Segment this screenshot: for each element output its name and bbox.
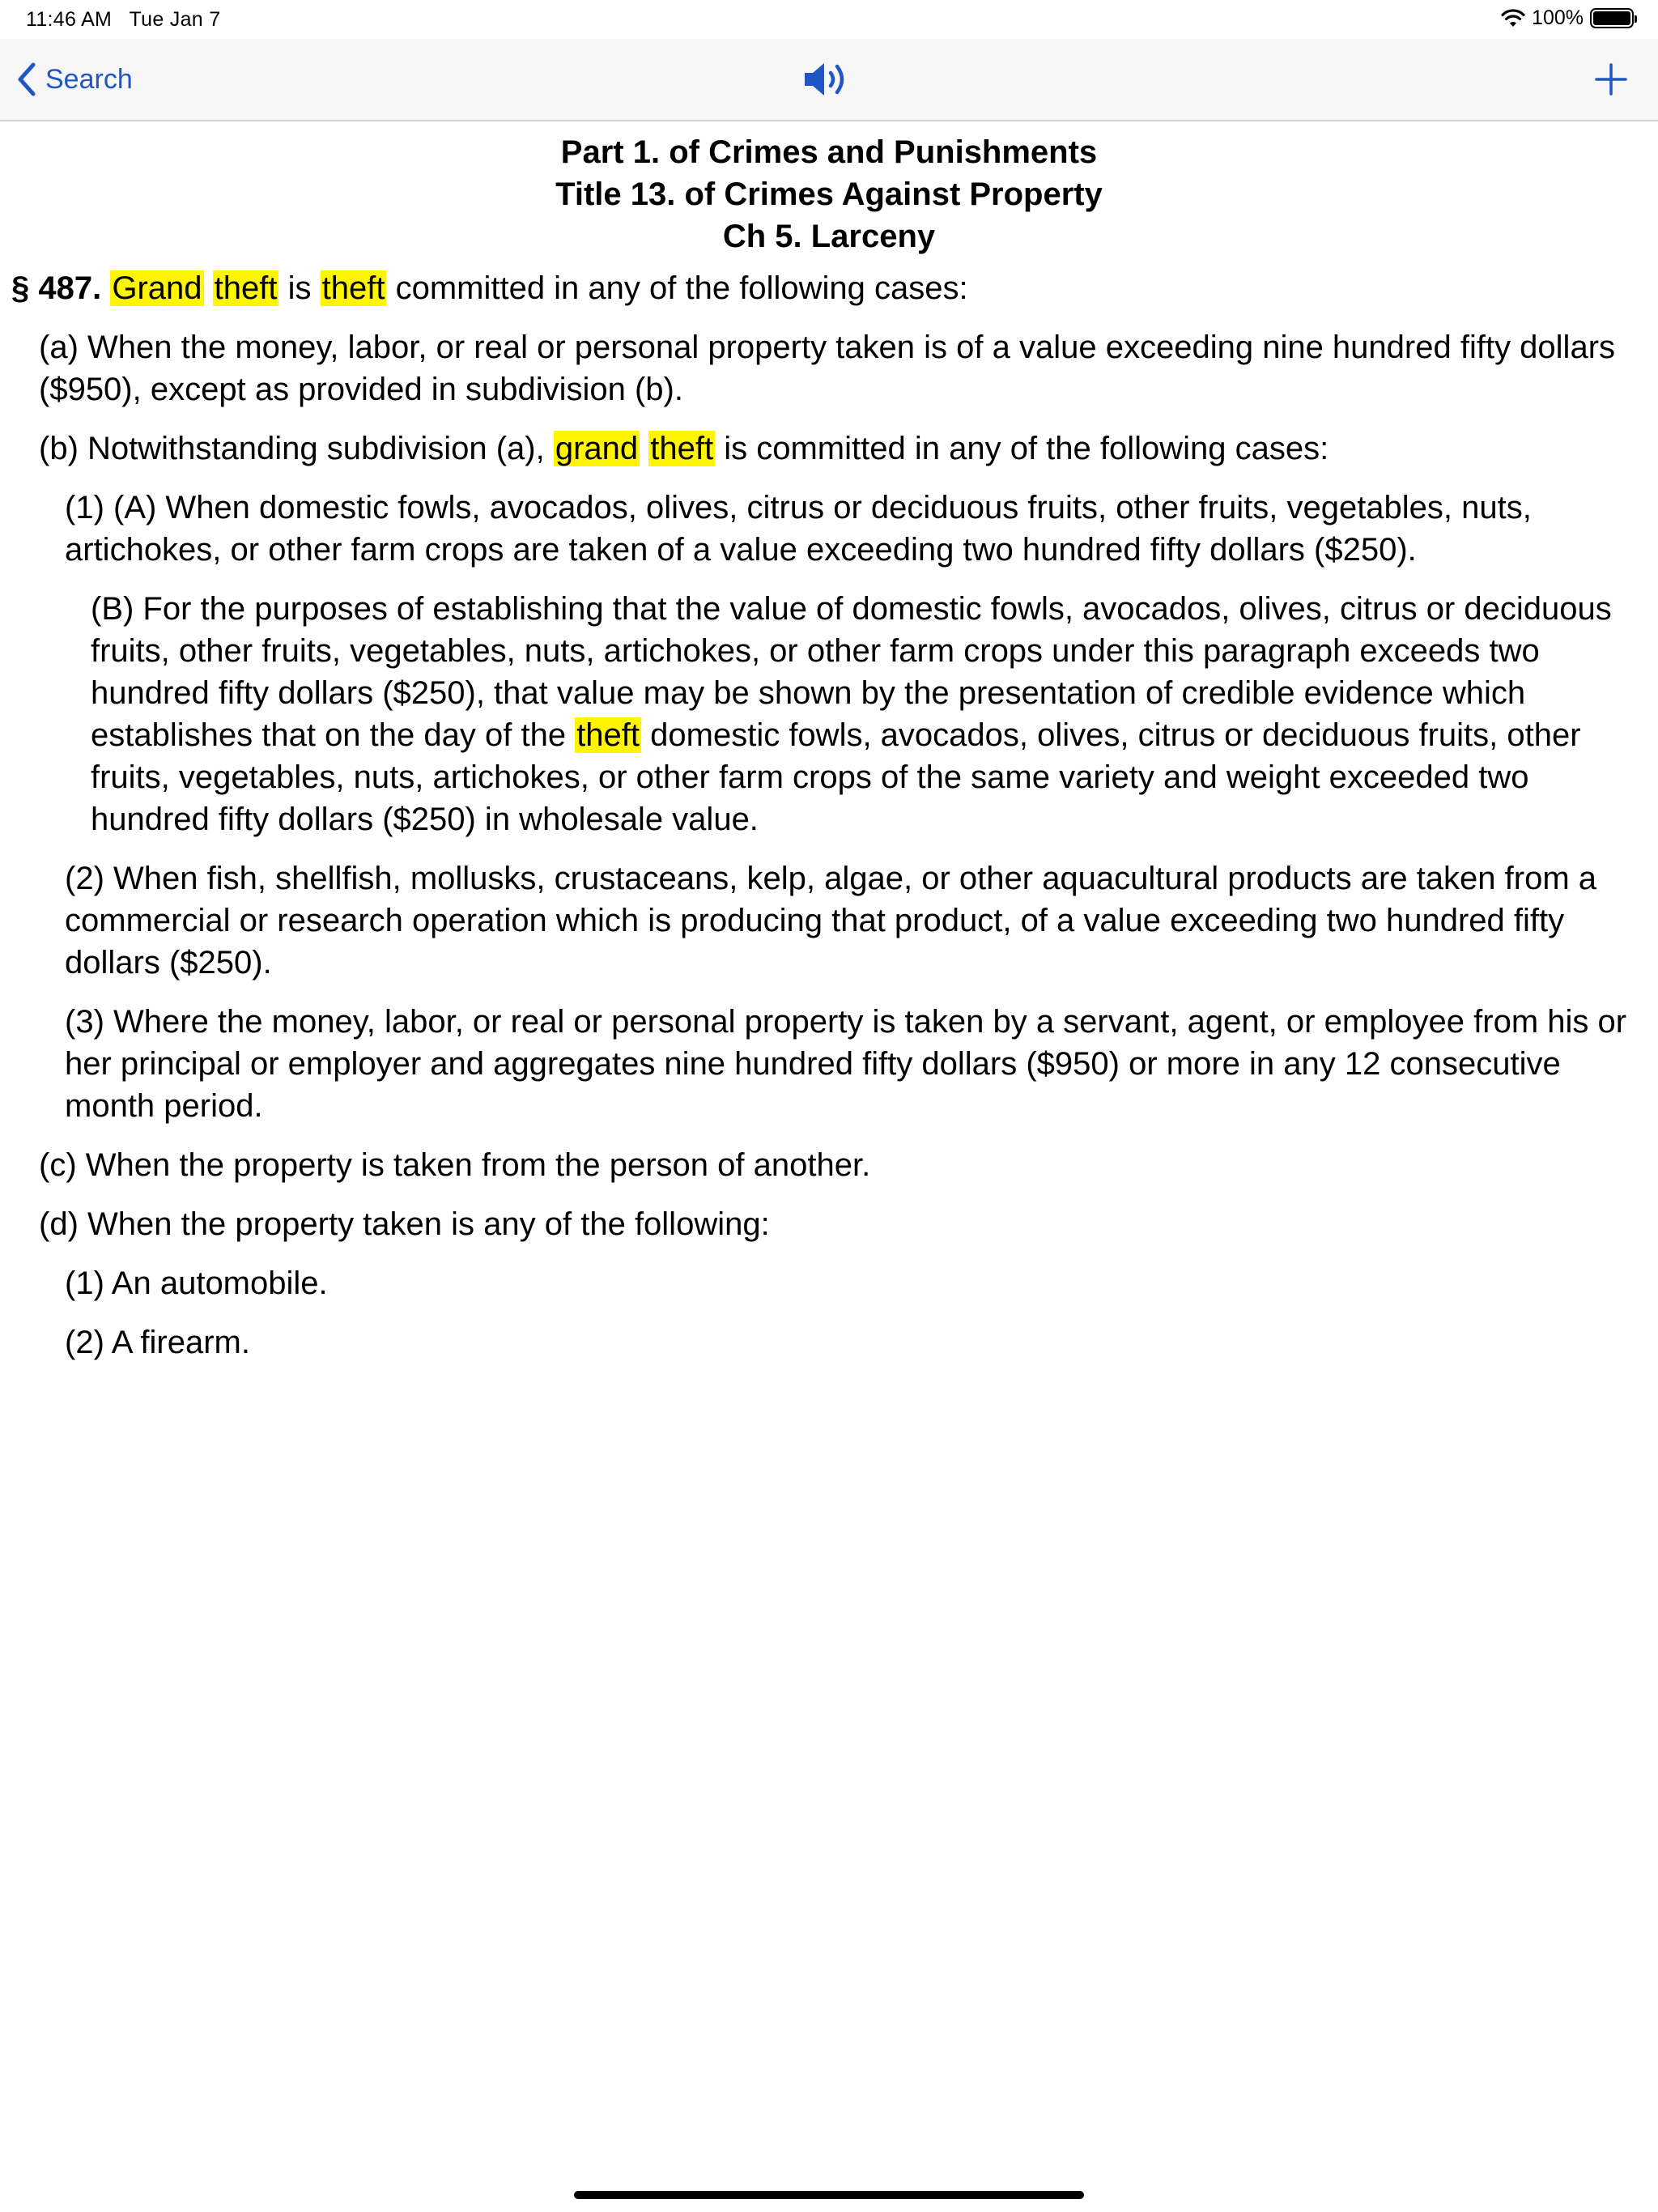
subdivision-a: (a) When the money, labor, or real or personal property taken is of a value exceeding nine hundred fifty dollars ($950), except as provided in subdivision (b). (39, 330, 1616, 407)
paragraph-text: domestic fowls, avocados, olives, citrus or deciduous fruits, other fruits, vegetables, nuts, artichokes, or other farm crops of the same variety and weight exceeded two hundred fifty dollars ($250) in wholesale value. (91, 717, 1581, 837)
paragraph-d1: (1) An automobile. (65, 1266, 328, 1301)
section-text: committed in any of the following cases: (386, 270, 968, 306)
plus-icon (1587, 55, 1635, 104)
statute-content (0, 131, 1658, 1363)
paragraph-b1A: (1) (A) When domestic fowls, avocados, olives, citrus or deciduous fruits, other fruits, vegetables, nuts, artichokes, or other farm crops are taken of a value exceeding two hundred fifty dollars ($250). (65, 490, 1532, 568)
status-bar (0, 0, 1658, 39)
navigation-bar (0, 39, 1658, 121)
paragraph-b2: (2) When fish, shellfish, mollusks, crustaceans, kelp, algae, or other aquacultural products are taken from a commercial or research operation which is producing that product, of a value exceeding two hundred fifty dollars ($250). (65, 861, 1597, 981)
search-highlight: theft (650, 431, 714, 466)
back-label: Search (45, 63, 133, 95)
read-aloud-button[interactable] (801, 57, 853, 102)
date-text: Tue Jan 7 (129, 8, 221, 31)
back-button[interactable] (16, 55, 133, 104)
part-heading: Part 1. of Crimes and Punishments (560, 134, 1098, 170)
search-highlight: theft (214, 270, 278, 306)
paragraph-text: (b) Notwithstanding subdivision (a), (39, 431, 554, 466)
title-heading: Title 13. of Crimes Against Property (555, 177, 1103, 212)
status-time (26, 8, 220, 32)
section-heading (11, 267, 1658, 309)
add-button[interactable] (1587, 55, 1635, 104)
time-text: 11:46 AM (26, 8, 113, 31)
search-highlight: grand (555, 431, 639, 466)
home-indicator[interactable] (574, 2191, 1084, 2199)
paragraph-text: is committed in any of the following cases: (715, 431, 1329, 466)
paragraph-text: (B) For the purposes of establishing that the value of domestic fowls, avocados, olives, citrus or deciduous fruits, other fruits, vegetables, nuts, artichokes, or other farm crops under this paragraph exceeds two hundred fifty dollars ($250), that value may be shown by the presentation of credible evidence which establishes that on the day of the (91, 591, 1612, 753)
status-indicators (1501, 6, 1634, 30)
paragraph-b3: (3) Where the money, labor, or real or personal property is taken by a servant, agent, or employee from his or her principal or employer and aggregates nine hundred fifty dollars ($950) or more in any 12 consecutive month period. (65, 1004, 1627, 1124)
subdivision-d: (d) When the property taken is any of the following: (39, 1206, 770, 1242)
search-highlight: theft (576, 717, 640, 753)
battery-icon (1590, 8, 1634, 28)
search-highlight: Grand (112, 270, 202, 306)
section-text: is (278, 270, 321, 306)
chapter-heading: Ch 5. Larceny (722, 219, 936, 254)
subdivision-c: (c) When the property is taken from the person of another. (39, 1147, 871, 1183)
subdivision-b (39, 428, 1634, 470)
section-number: § 487. (11, 270, 102, 306)
battery-percent: 100% (1532, 6, 1584, 29)
speaker-icon (801, 57, 853, 102)
search-highlight: theft (321, 270, 385, 306)
paragraph-b1B (91, 588, 1634, 840)
paragraph-d2: (2) A firearm. (65, 1325, 250, 1360)
wifi-icon (1501, 9, 1525, 28)
chevron-left-icon (16, 62, 37, 97)
